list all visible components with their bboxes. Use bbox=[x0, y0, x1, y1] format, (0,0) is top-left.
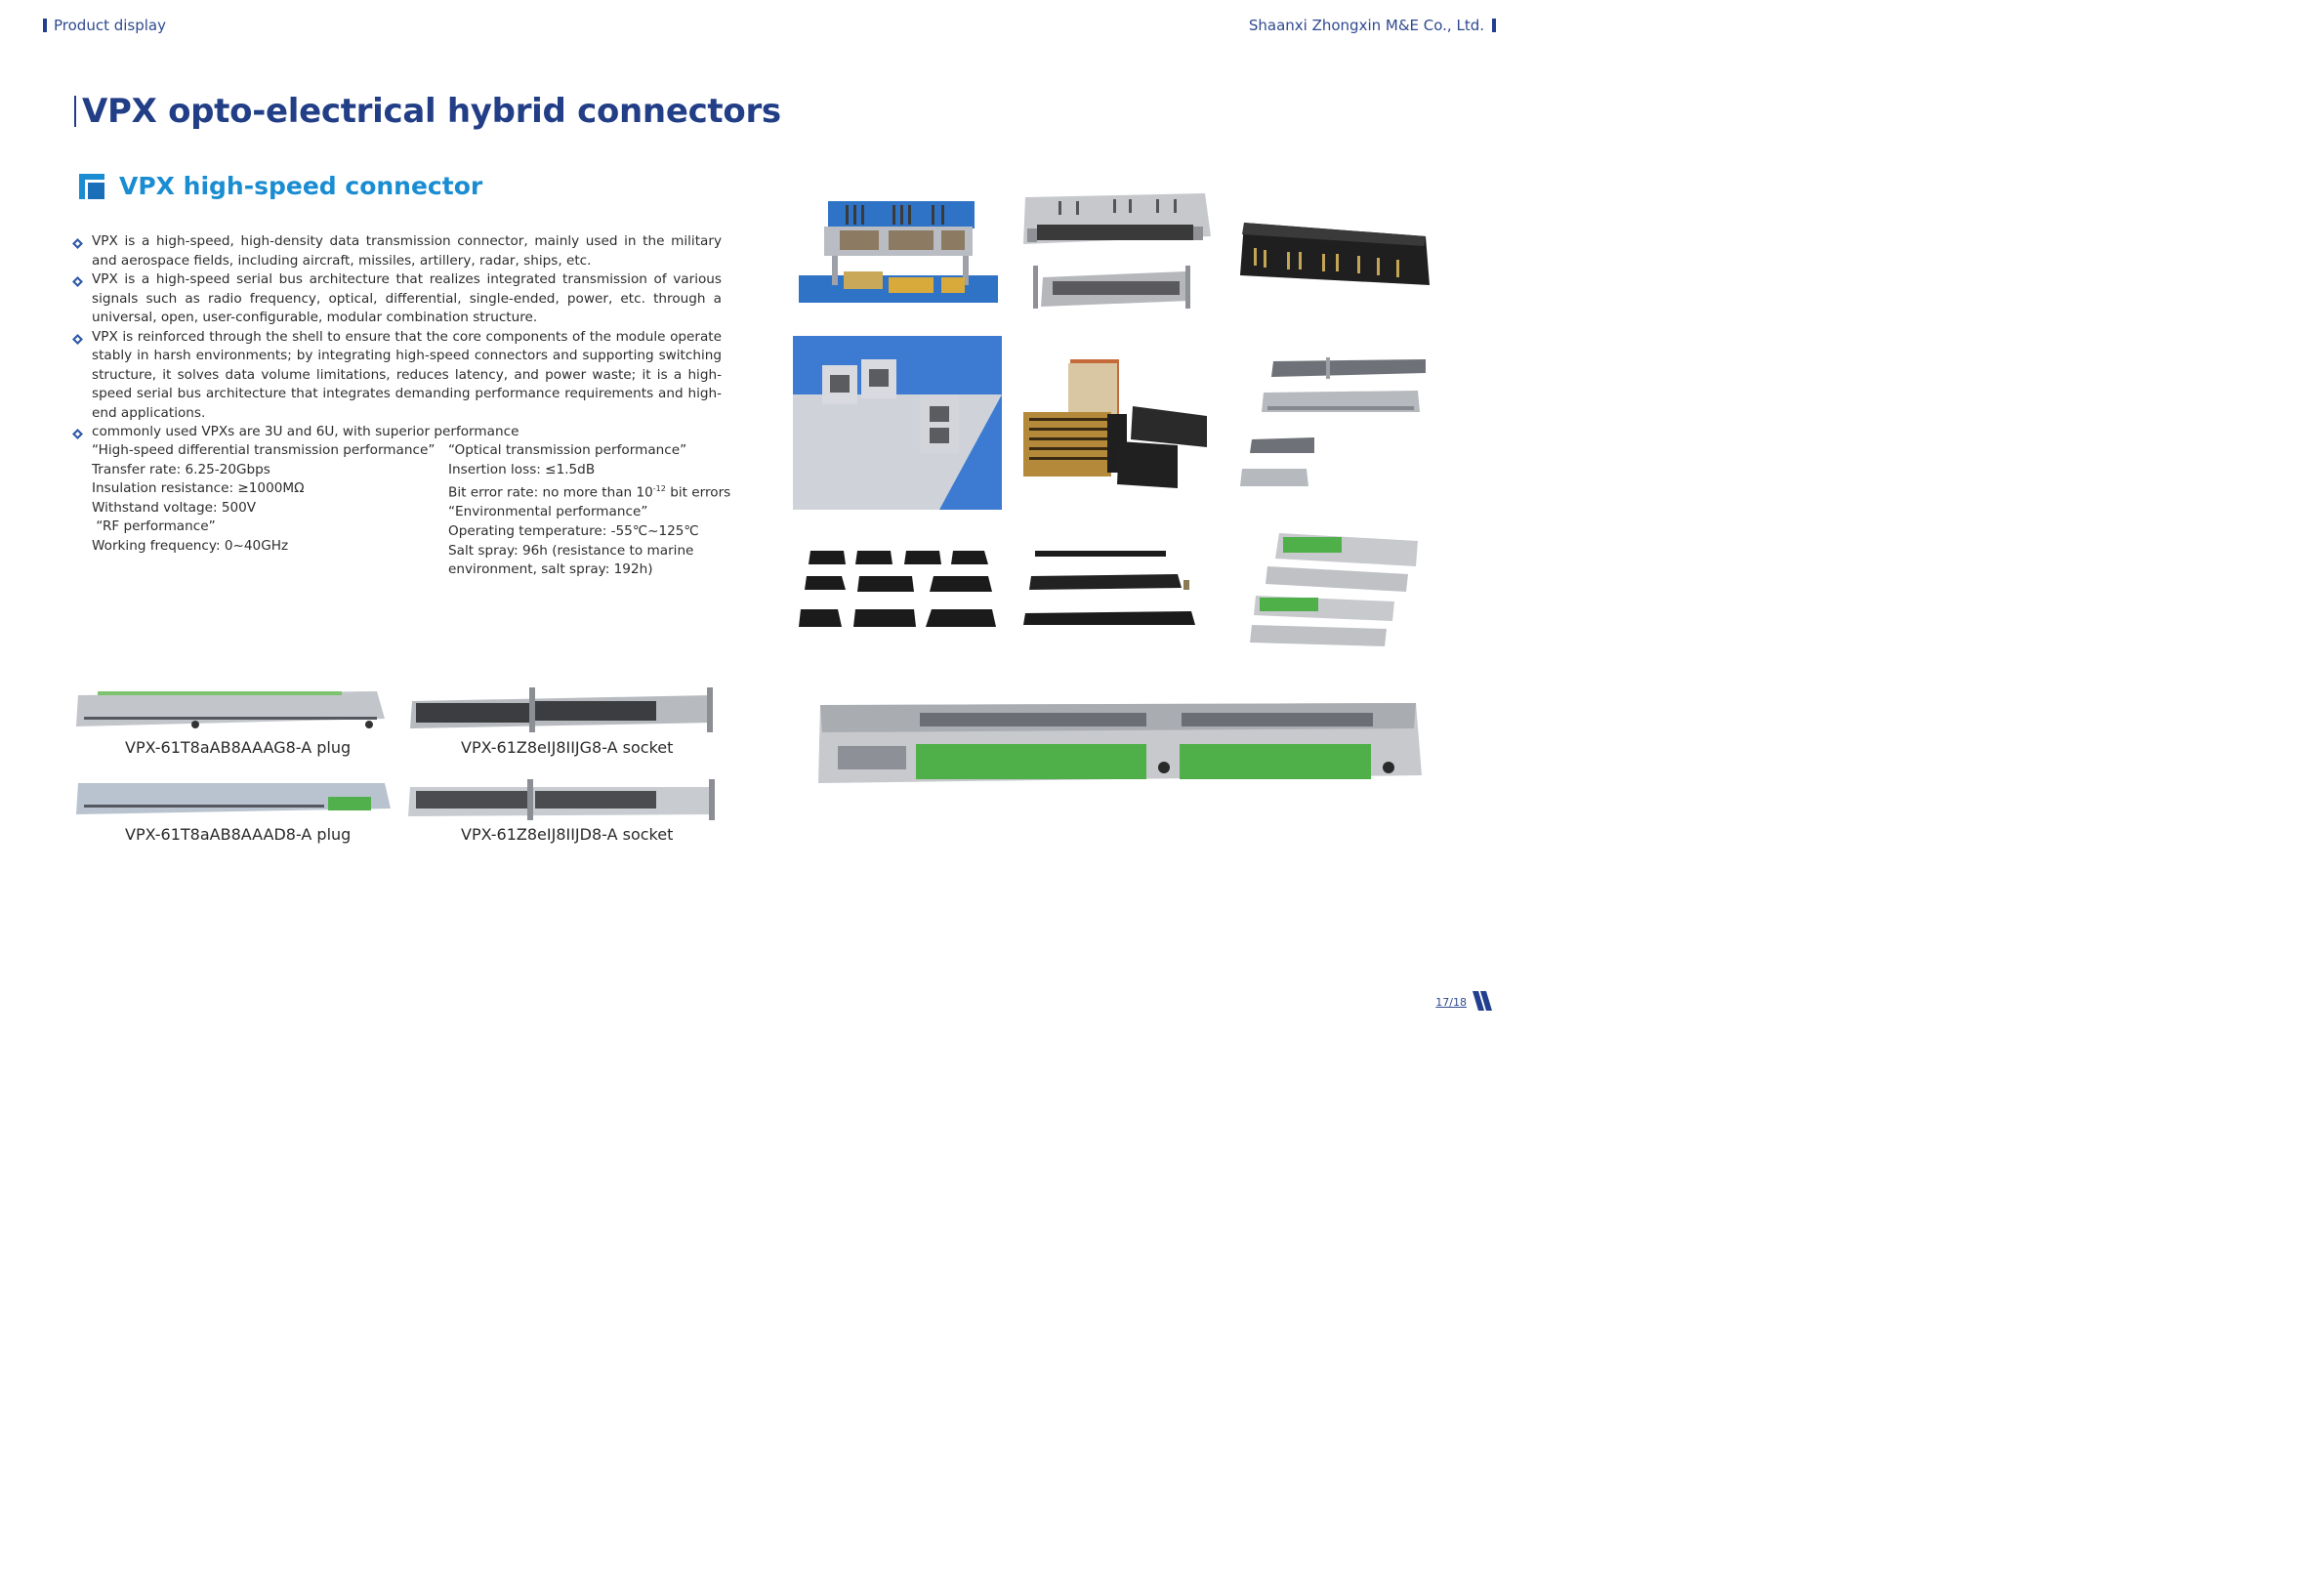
spec-line: Transfer rate: 6.25-20Gbps bbox=[92, 461, 270, 477]
bullet-list bbox=[72, 232, 722, 446]
section-icon bbox=[78, 173, 105, 200]
connector-photo-black-long bbox=[1021, 547, 1203, 633]
spec-line: “High-speed differential transmission performance” bbox=[92, 442, 436, 458]
connector-photo-large bbox=[814, 699, 1426, 791]
spec-line: environment, salt spray: 192h) bbox=[448, 561, 653, 578]
caption-plug-d8: VPX-61T8aAB8AAAD8-A plug bbox=[125, 825, 352, 844]
connector-photo-closeup bbox=[793, 336, 1002, 510]
bullet-text: VPX is a high-speed serial bus architecture that realizes integrated transmission of various signals such as radio frequency, optical, differential, single-ended, power, etc. through a universal, open, user-configurable, modular combination structure. bbox=[92, 271, 722, 325]
page-title bbox=[74, 92, 781, 131]
spec-line: Working frequency: 0~40GHz bbox=[92, 537, 289, 554]
page-title-text: VPX opto-electrical hybrid connectors bbox=[82, 92, 781, 131]
diamond-bullet-icon bbox=[72, 423, 92, 446]
bullet-item bbox=[72, 328, 722, 424]
specs-right-column bbox=[448, 441, 731, 580]
bullet-text: VPX is a high-speed, high-density data transmission connector, mainly used in the military and aerospace fields, including aircraft, missiles, artillery, radar, ships, etc. bbox=[92, 233, 722, 269]
spec-line-ber bbox=[448, 479, 731, 503]
connector-photo-black-blocks bbox=[797, 547, 1002, 637]
socket-d8-photo bbox=[402, 777, 719, 822]
connector-photo-high-density bbox=[1021, 353, 1213, 494]
caption-socket-g8: VPX-61Z8eIJ8IIJG8-A socket bbox=[461, 738, 674, 757]
diamond-bullet-icon bbox=[72, 232, 92, 256]
specs-left-column bbox=[92, 441, 443, 557]
spec-line: “RF performance” bbox=[92, 518, 216, 535]
header-right bbox=[1249, 17, 1496, 34]
bullet-text: commonly used VPXs are 3U and 6U, with superior performance bbox=[92, 424, 519, 439]
section-heading bbox=[78, 172, 482, 200]
caption-socket-d8: VPX-61Z8eIJ8IIJD8-A socket bbox=[461, 825, 674, 844]
plug-g8-photo bbox=[76, 685, 387, 732]
spec-line: Insertion loss: ≤1.5dB bbox=[448, 461, 596, 477]
bullet-item bbox=[72, 270, 722, 328]
bullet-text: VPX is reinforced through the shell to ensure that the core components of the module operate stably in harsh environments; by integrating high-speed connectors and supporting switching structure, it solves data volume limitations, reduces latency, and power waste; it is a high-speed serial bus architecture that integrates demanding performance requirements and high-end applications. bbox=[92, 328, 722, 421]
connector-photo-green-grey bbox=[1246, 527, 1422, 652]
header-left bbox=[43, 17, 166, 34]
header-bar-mark-right bbox=[1492, 19, 1496, 32]
connector-photo-grey-housing bbox=[1019, 187, 1213, 324]
socket-g8-photo bbox=[402, 685, 719, 734]
ber-exponent: -12 bbox=[652, 484, 666, 494]
company-logo-icon bbox=[1473, 991, 1494, 1011]
ber-suffix: bit errors bbox=[665, 484, 731, 501]
title-pipe bbox=[74, 96, 76, 127]
caption-plug-g8: VPX-61T8aAB8AAAG8-A plug bbox=[125, 738, 352, 757]
header-right-label: Shaanxi Zhongxin M&E Co., Ltd. bbox=[1248, 17, 1484, 34]
header-bar-mark bbox=[43, 19, 47, 32]
section-title: VPX high-speed connector bbox=[119, 172, 483, 200]
bullet-item bbox=[72, 232, 722, 270]
page-number: 17/18 bbox=[1435, 996, 1467, 1009]
plug-d8-photo bbox=[76, 777, 393, 820]
ber-prefix: Bit error rate: no more than 10 bbox=[448, 484, 653, 501]
spec-line: Salt spray: 96h (resistance to marine bbox=[448, 542, 694, 559]
diamond-bullet-icon bbox=[72, 328, 92, 352]
spec-line: “Environmental performance” bbox=[448, 504, 648, 520]
spec-line: Insulation resistance: ≥1000MΩ bbox=[92, 480, 305, 497]
spec-line: Withstand voltage: 500V bbox=[92, 499, 257, 516]
spec-line: “Optical transmission performance” bbox=[448, 442, 687, 458]
diamond-bullet-icon bbox=[72, 270, 92, 294]
connector-photo-slim bbox=[1238, 357, 1430, 492]
connector-photo-blue-module bbox=[795, 191, 1002, 312]
header-left-label: Product display bbox=[54, 17, 166, 34]
connector-photo-black-block bbox=[1234, 213, 1435, 301]
spec-line: Operating temperature: -55℃~125℃ bbox=[448, 522, 699, 539]
